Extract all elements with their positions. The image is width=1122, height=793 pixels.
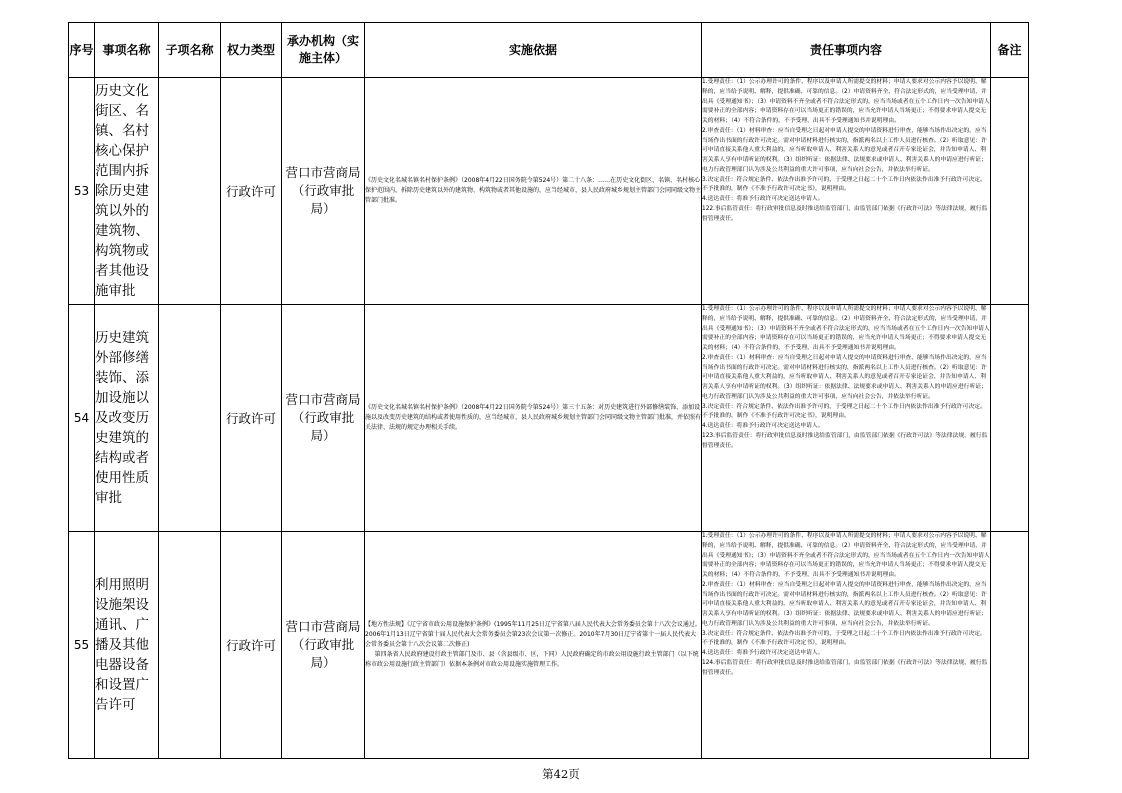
table-row (69, 78, 1029, 305)
table-row (69, 532, 1029, 759)
item-name: 利用照明设施架设通讯、广播及其他电器设备和设置广告许可 (95, 577, 149, 713)
organization-line2: （行政审批 (291, 637, 355, 652)
responsibility-item: 3.决定责任：符合规定条件、依法作出准予许可的，于受理之日起二十个工作日内依法作出准予行政许可决定。不予批准的，制作《不准予行政许可决定书》，说明理由。 (702, 176, 986, 193)
sub-item-cell (159, 305, 221, 532)
header-responsibility: 责任事项内容 (702, 23, 991, 78)
table-row (69, 305, 1029, 532)
basis-cell (365, 78, 702, 305)
responsibility-table (68, 22, 1029, 759)
responsibility-cell (702, 305, 991, 532)
header-organization-line1: 承办机构（实 (286, 34, 359, 48)
page-number: 第42页 (542, 767, 580, 781)
header-item-name: 事项名称 (95, 23, 159, 78)
responsibility-item: 2.审查责任：（1）材料审查：应当自受理之日起对申请人提交的申请资料进行审查，能够当场作出决定的，应当当场作出书面的行政许可决定。需对申请材料进行核实的，指派两名以上工作人员进行核查。（2）听取意见：许可申请直接关系他人重大利益的，应当听取申请人、利害关系人的意见或者召开专家论证会，并告知申请人、利害关系人享有申请听证的权利。（3）组织听证：依据法律、法规要求或申请人、利害关系人的申请应进行听证；电力行政管理部门认为涉及公共利益的重大许可事项，应当向社会公告，并依法举行听证。 (702, 127, 987, 173)
item-name-cell (95, 305, 159, 532)
note-cell (991, 78, 1029, 305)
responsibility-cell (702, 78, 991, 305)
organization-line3: 局） (310, 655, 336, 670)
responsibility-cell (702, 532, 991, 759)
responsibility-item: 123.事后监管责任：将行政审批信息及时推送给监管部门，由监管部门依据《行政许可法》等法律法规，履行监督管理责任。 (702, 432, 988, 449)
responsibility-item: 4.送达责任：将准予行政许可决定送达申请人。 (702, 423, 824, 429)
header-power-type: 权力类型 (221, 23, 282, 78)
responsibility-item: 122.事后监管责任：将行政审批信息及时推送给监管部门，由监管部门依据《行政许可法》等法律法规，履行监督管理责任。 (702, 205, 988, 222)
organization-cell (282, 305, 365, 532)
organization-line1: 营口市营商局 (285, 392, 361, 407)
note-cell (991, 532, 1029, 759)
responsibility-item: 2.审查责任：（1）材料审查：应当自受理之日起对申请人提交的申请资料进行审查，能够当场作出决定的，应当当场作出书面的行政许可决定。需对申请材料进行核实的，指派两名以上工作人员进行核查。（2）听取意见：许可申请直接关系他人重大利益的，应当听取申请人、利害关系人的意见或者召开专家论证会，并告知申请人、利害关系人享有申请听证的权利。（3）组织听证：依据法律、法规要求或申请人、利害关系人的申请应进行听证；电力行政管理部门认为涉及公共利益的重大许可事项，应当向社会公告，并依法举行听证。 (702, 354, 987, 400)
note-cell (991, 305, 1029, 532)
item-name-cell (95, 532, 159, 759)
table-header-row (69, 23, 1029, 78)
responsibility-item: 124.事后监管责任：将行政审批信息及时推送给监管部门，由监管部门依据《行政许可法》等法律法规，履行监督管理责任。 (702, 659, 988, 676)
organization-line2: （行政审批 (291, 183, 355, 198)
responsibility-item: 3.决定责任：符合规定条件、依法作出准予许可的，于受理之日起二十个工作日内依法作出准予行政许可决定。不予批准的，制作《不准予行政许可决定书》，说明理由。 (702, 403, 986, 420)
basis-cell (365, 305, 702, 532)
basis-paragraph: 《历史文化名城名镇名村保护条例》（2008年4月22日国务院令第524号）第三十五条：对历史建筑进行外部修缮装饰、添加设施以及改变历史建筑的结构或者使用性质的，应当经城市、县人民政府城乡规划主管部门会同同级文物主管部门批准，并依照有关法律、法规的规定办理相关手续。 (365, 404, 702, 431)
header-basis: 实施依据 (365, 23, 702, 78)
sub-item-cell (159, 78, 221, 305)
header-sub-item: 子项名称 (159, 23, 221, 78)
row-number: 54 (69, 305, 95, 532)
power-type: 行政许可 (221, 532, 282, 759)
header-organization (282, 23, 365, 78)
organization-line3: 局） (310, 428, 336, 443)
responsibility-item: 4.送达责任：将准予行政许可决定送达申请人。 (702, 650, 824, 656)
row-number: 55 (69, 532, 95, 759)
header-note: 备注 (991, 23, 1029, 78)
organization-cell (282, 532, 365, 759)
organization-line2: （行政审批 (291, 410, 355, 425)
row-number: 53 (69, 78, 95, 305)
header-organization-line2: 施主体） (298, 51, 347, 65)
basis-cell (365, 532, 702, 759)
basis-paragraph: 第四条省人民政府建设行政主管部门及市、县（含县级市、区，下同）人民政府确定的市政公用设施行政主管部门（以下统称市政公用设施行政主管部门）依据本条例对市政公用设施实施管理工作。 (365, 651, 699, 668)
responsibility-item: 1.受理责任：（1）公示办理许可的条件、程序以及申请人所需提交的材料；申请人要求对公示内容予以说明、解释的，应当给予说明、解释，提供准确、可靠的信息。（2）申请资料齐全、符合法定形式的，应当受理申请，并出具《受理通知书》；（3）申请资料不齐全或者不符合法定形式的，应当当场或者在五个工作日内一次告知申请人需要补正的全部内容；申请资料存在可以当场更正的错误的，应当允许申请人当场更正；不得要求申请人提交无关的材料；（4）不符合条件的，不予受理，出具不予受理通知书并说明理由。 (702, 79, 990, 124)
header-no: 序号 (69, 23, 95, 78)
basis-paragraph: 《历史文化名城名镇名村保护条例》（2008年4月22日国务院令第524号）第二十八条：……在历史文化街区、名镇、名村核心保护范围内，拆除历史建筑以外的建筑物、构筑物或者其他设施的，应当经城市、县人民政府城乡规划主管部门会同同级文物主管部门批准。 (365, 177, 702, 204)
responsibility-item: 3.决定责任：符合规定条件、依法作出准予许可的，于受理之日起二十个工作日内依法作出准予行政许可决定。不予批准的，制作《不准予行政许可决定书》，说明理由。 (702, 630, 986, 647)
responsibility-item: 4.送达责任：将准予行政许可决定送达申请人。 (702, 196, 824, 202)
organization-line1: 营口市营商局 (285, 165, 361, 180)
responsibility-item: 1.受理责任：（1）公示办理许可的条件、程序以及申请人所需提交的材料；申请人要求对公示内容予以说明、解释的，应当给予说明、解释，提供准确、可靠的信息。（2）申请资料齐全、符合法定形式的，应当受理申请，并出具《受理通知书》；（3）申请资料不齐全或者不符合法定形式的，应当当场或者在五个工作日内一次告知申请人需要补正的全部内容；申请资料存在可以当场更正的错误的，应当允许申请人当场更正；不得要求申请人提交无关的材料；（4）不符合条件的，不予受理，出具不予受理通知书并说明理由。 (702, 306, 990, 351)
responsibility-item: 1.受理责任：（1）公示办理许可的条件、程序以及申请人所需提交的材料；申请人要求对公示内容予以说明、解释的，应当给予说明、解释，提供准确、可靠的信息。（2）申请资料齐全、符合法定形式的，应当受理申请，并出具《受理通知书》；（3）申请资料不齐全或者不符合法定形式的，应当当场或者在五个工作日内一次告知申请人需要补正的全部内容；申请资料存在可以当场更正的错误的，应当允许申请人当场更正；不得要求申请人提交无关的材料；（4）不符合条件的，不予受理，出具不予受理通知书并说明理由。 (702, 533, 990, 578)
basis-paragraph: 【地方性法规】《辽宁省市政公用设施保护条例》(1995年11月25日辽宁省第八届人民代表大会常务委员会第十八次会议通过。2006年1月13日辽宁省第十届人民代表大会常务委员会第23次会议第一次修正。2010年7月30日辽宁省第十一届人民代表大会常务委员会第十八次会议第二次修正) (365, 621, 701, 648)
organization-line3: 局） (310, 201, 336, 216)
item-name-cell (95, 78, 159, 305)
organization-cell (282, 78, 365, 305)
responsibility-item: 2.审查责任：（1）材料审查：应当自受理之日起对申请人提交的申请资料进行审查，能够当场作出决定的，应当当场作出书面的行政许可决定。需对申请材料进行核实的，指派两名以上工作人员进行核查。（2）听取意见：许可申请直接关系他人重大利益的，应当听取申请人、利害关系人的意见或者召开专家论证会，并告知申请人、利害关系人享有申请听证的权利。（3）组织听证：依据法律、法规要求或申请人、利害关系人的申请应进行听证；电力行政管理部门认为涉及公共利益的重大许可事项，应当向社会公告，并依法举行听证。 (702, 581, 987, 627)
organization-line1: 营口市营商局 (285, 619, 361, 634)
sub-item-cell (159, 532, 221, 759)
item-name: 历史文化街区、名镇、名村核心保护范围内拆除历史建筑以外的建筑物、构筑物或者其他设施审批 (95, 83, 149, 299)
item-name: 历史建筑外部修缮装饰、添加设施以及改变历史建筑的结构或者使用性质审批 (95, 330, 149, 506)
power-type: 行政许可 (221, 305, 282, 532)
power-type: 行政许可 (221, 78, 282, 305)
